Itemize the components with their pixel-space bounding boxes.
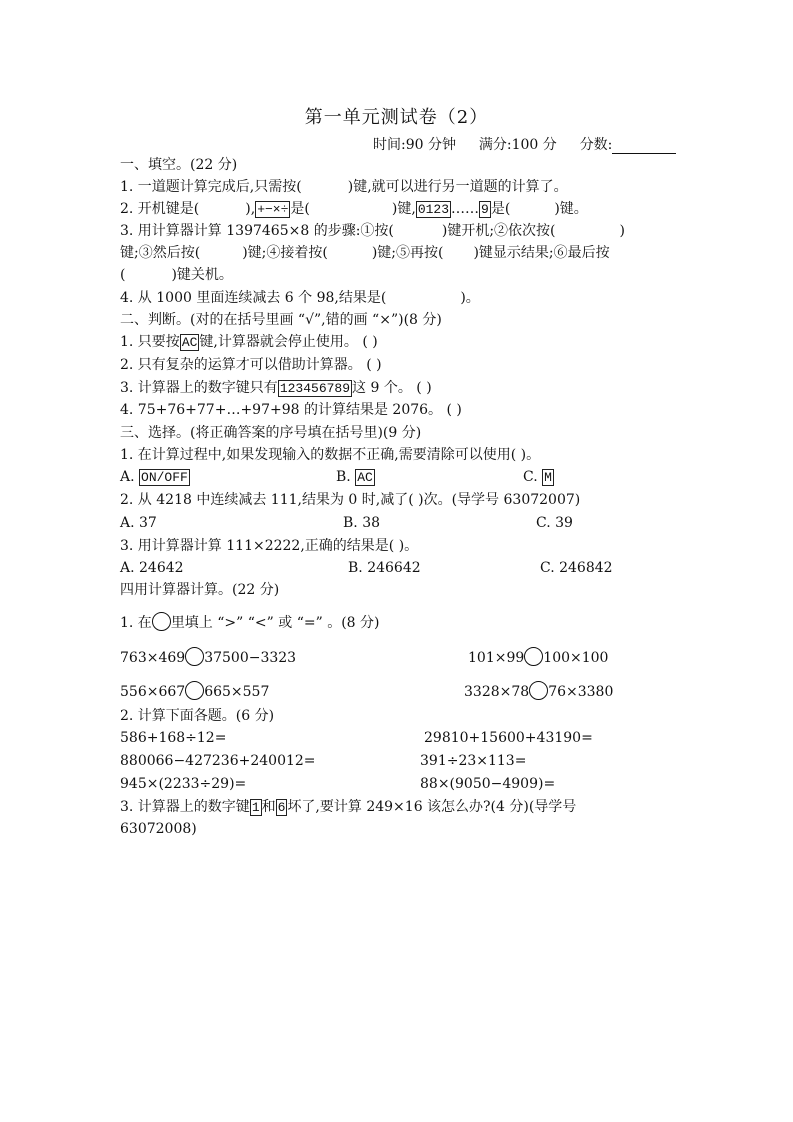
compare-circle[interactable]: [185, 647, 204, 666]
s2-q1: [120, 333, 378, 351]
s3-q3-option-c[interactable]: C. 246842: [540, 560, 613, 576]
s1-q3-line1: [120, 222, 625, 240]
s1-q3-text: )键开机;②依次按(: [441, 223, 556, 239]
s3-q2-option-b[interactable]: B. 38: [343, 515, 381, 531]
compare-right: 665×557: [204, 684, 270, 700]
option-label: B.: [336, 469, 351, 485]
s1-q2-text-b: ),: [245, 201, 256, 217]
s1-q2-text-a: 2. 开机键是(: [120, 201, 200, 217]
s4-q3-text-b: 和: [261, 799, 276, 815]
compare-left: 101×99: [468, 650, 525, 666]
s1-q3-text: ): [619, 223, 625, 239]
section1-heading: 一、填空。(22 分): [120, 157, 238, 173]
s1-q2-text-f: 是(: [490, 201, 511, 217]
s3-q2-option-c[interactable]: C. 39: [536, 515, 573, 531]
section2-heading: [120, 311, 442, 329]
key-on-off: ON/OFF: [141, 470, 188, 485]
s2-q3-text-b: 这 9 个。 ( ): [352, 380, 432, 396]
s4-q1-text-a: 1. 在: [120, 615, 152, 631]
s2-q2: 2. 只有复杂的运算才可以借助计算器。 ( ): [120, 357, 382, 373]
s1-q3-line2: [120, 244, 610, 262]
compare-circle[interactable]: [185, 681, 204, 700]
s1-q2: [120, 200, 588, 218]
compare-circle-icon: [152, 612, 171, 631]
s1-q3-text: (: [120, 267, 126, 283]
compare-item: [120, 647, 296, 667]
s1-q4-text-a: 4. 从 1000 里面连续减去 6 个 98,结果是(: [120, 290, 387, 306]
score-blank[interactable]: [612, 139, 676, 154]
s1-q3-text: )键;⑤再按(: [371, 245, 444, 261]
s4-q3-text-c: 坏了,要计算 249×16 该怎么办?(4 分)(导学号: [287, 799, 577, 815]
s3-q2-option-a[interactable]: A. 37: [120, 515, 157, 531]
key-nine: 9: [481, 202, 489, 217]
s1-q4: [120, 289, 480, 307]
compare-circle[interactable]: [529, 681, 548, 700]
compare-right: 37500−3323: [204, 650, 297, 666]
score-label: 分数:: [579, 137, 613, 153]
s1-q3-text: )键显示结果;⑥最后按: [473, 245, 610, 261]
s2-q4: 4. 75+76+77+…+97+98 的计算结果是 2076。 ( ): [120, 402, 462, 418]
s1-q3-text: 键;③然后按(: [120, 245, 201, 261]
full-score: 满分:100 分: [478, 137, 557, 153]
option-label: C.: [523, 469, 538, 485]
key-six: 6: [277, 800, 286, 815]
check-mark: √: [305, 312, 314, 328]
s2-q1-text-a: 1. 只要按: [120, 334, 180, 350]
s2-q1-text-b: 键,计算器就会停止使用。 ( ): [199, 334, 378, 350]
calc-item: 880066−427236+240012=: [120, 753, 316, 769]
s1-q2-ellipsis: ……: [451, 201, 480, 217]
key-digits: 0123: [417, 202, 450, 217]
section2-heading-a: 二、判断。(对的在括号里画 “: [120, 312, 306, 328]
s1-q2-text-d: )键,: [391, 201, 416, 217]
s1-q4-text-b: )。: [460, 290, 480, 306]
compare-left: 556×667: [120, 684, 186, 700]
s1-q1: [120, 178, 568, 196]
page-title: 第一单元测试卷（2）: [304, 107, 489, 128]
key-ac: AC: [357, 470, 373, 485]
s4-q3: [120, 798, 576, 816]
key-ac: AC: [181, 335, 198, 350]
s4-q1: [120, 612, 379, 632]
s1-q3-line3: [120, 266, 233, 284]
s3-q3: 3. 用计算器计算 111×2222,正确的结果是( )。: [120, 538, 419, 554]
calc-item: 391÷23×113=: [420, 753, 527, 769]
section4-heading: 四用计算器计算。(22 分): [120, 582, 280, 598]
exam-meta: [373, 134, 676, 154]
key-memory: M: [544, 470, 552, 485]
section2-heading-b: ”,错的画 “×”)(8 分): [314, 312, 442, 328]
compare-left: 763×469: [120, 650, 186, 666]
calc-item: 88×(9050−4909)=: [420, 776, 556, 792]
s4-q3-text-a: 3. 计算器上的数字键: [120, 799, 250, 815]
calc-item: 29810+15600+43190=: [424, 730, 593, 746]
s3-q3-option-a[interactable]: A. 24642: [120, 560, 184, 576]
time-limit: 时间:90 分钟: [373, 137, 456, 153]
s1-q1-text-b: )键,就可以进行另一道题的计算了。: [347, 179, 568, 195]
compare-right: 76×3380: [548, 684, 614, 700]
s1-q1-text-a: 1. 一道题计算完成后,只需按(: [120, 179, 302, 195]
s4-q3-line2: 63072008): [120, 821, 197, 837]
key-digits-row: 123456789: [279, 381, 351, 396]
calc-item: 945×(2233÷29)=: [120, 776, 247, 792]
s1-q3-text: )键关机。: [171, 267, 233, 283]
compare-item: [468, 647, 608, 667]
option-label: A.: [120, 469, 135, 485]
compare-right: 100×100: [543, 650, 609, 666]
calc-item: 586+168÷12=: [120, 730, 227, 746]
s2-q3-text-a: 3. 计算器上的数字键只有: [120, 380, 278, 396]
s3-q3-option-b[interactable]: B. 246642: [348, 560, 421, 576]
key-one: 1: [251, 800, 260, 815]
compare-item: [464, 681, 613, 701]
s1-q2-text-c: 是(: [290, 201, 310, 217]
s4-q2: 2. 计算下面各题。(6 分): [120, 708, 275, 724]
compare-item: [120, 681, 269, 701]
s3-q1: 1. 在计算过程中,如果发现输入的数据不正确,需要清除可以使用( )。: [120, 447, 541, 463]
s2-q3: [120, 379, 432, 397]
s3-q1-option-c[interactable]: [523, 468, 554, 486]
s3-q1-option-b[interactable]: [336, 468, 375, 486]
s1-q3-text: 3. 用计算器计算 1397465×8 的步骤:①按(: [120, 223, 394, 239]
compare-circle[interactable]: [524, 647, 543, 666]
s4-q1-text-b: 里填上 “>” “<” 或 “=” 。(8 分): [170, 615, 380, 631]
s3-q1-option-a[interactable]: [120, 468, 190, 486]
s1-q2-text-g: )键。: [554, 201, 588, 217]
s3-q2: 2. 从 4218 中连续减去 111,结果为 0 时,减了( )次。(导学号 63072007): [120, 492, 581, 508]
section3-heading: 三、选择。(将正确答案的序号填在括号里)(9 分): [120, 425, 422, 441]
compare-left: 3328×78: [464, 684, 530, 700]
s1-q3-text: )键;④接着按(: [242, 245, 328, 261]
key-operators: +−×÷: [257, 202, 289, 217]
